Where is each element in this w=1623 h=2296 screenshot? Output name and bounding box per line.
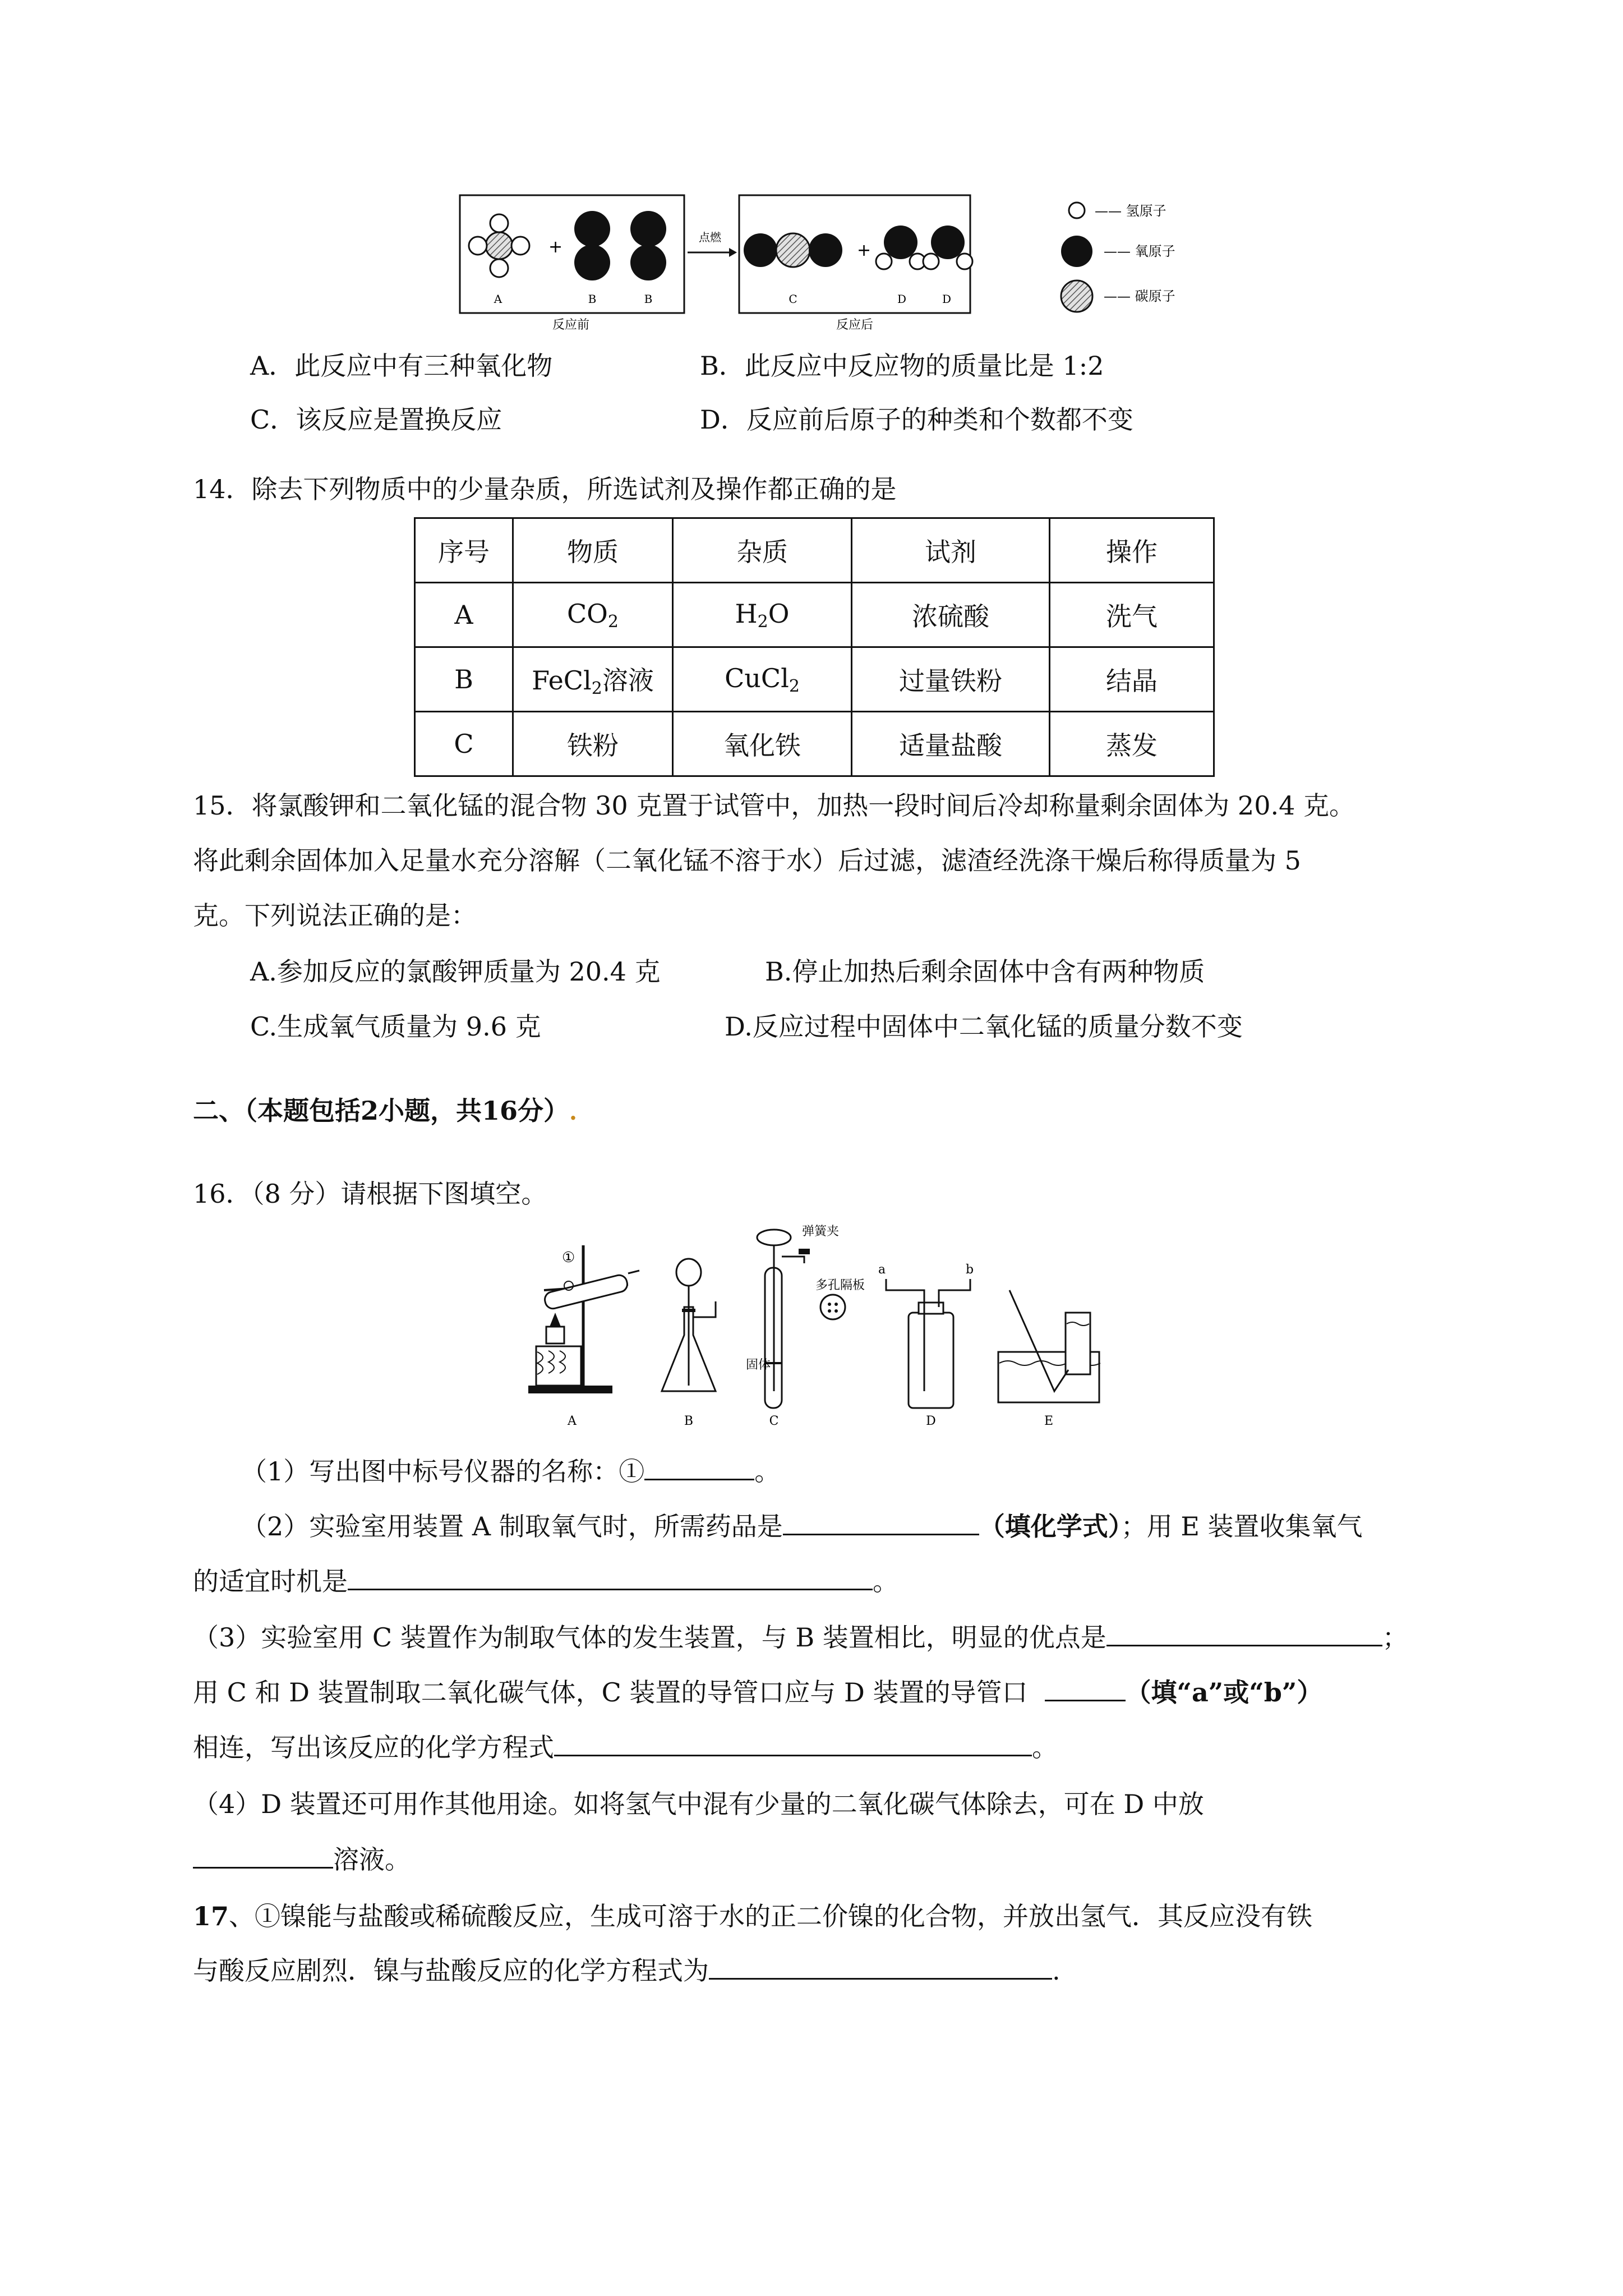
carbon-atom-icon (1061, 280, 1092, 312)
answer-blank[interactable] (783, 1509, 979, 1535)
header-cell: 操作 (1050, 518, 1214, 583)
q15-option-b: B.停止加热后剩余固体中含有两种物质 (765, 956, 1205, 987)
letter-b2: B (644, 292, 653, 306)
molecule-c-icon (744, 233, 842, 267)
answer-blank[interactable] (554, 1730, 1032, 1756)
apparatus-e-icon (998, 1290, 1100, 1402)
q16-stem: 16．（8 分）请根据下图填空。 (193, 1179, 547, 1209)
port-a: a (878, 1263, 886, 1277)
q16-part-4-line-2: 溶液。 (193, 1842, 411, 1876)
table-row (415, 712, 1214, 776)
marker-1: ① (562, 1249, 575, 1266)
svg-text:+: + (548, 237, 563, 257)
row-id: C (415, 712, 513, 776)
header-cell: 杂质 (673, 518, 852, 583)
q13-option-b: B．此反应中反应物的质量比是 1:2 (700, 351, 1104, 381)
header-cell: 物质 (513, 518, 673, 583)
row-reagent: 适量盐酸 (852, 712, 1050, 776)
caption-before: 反应前 (552, 318, 590, 332)
hydrogen-atom-icon (1069, 203, 1085, 218)
letter-a: A (568, 1414, 577, 1428)
q16-part-3-line-3: 相连，写出该反应的化学方程式 。 (193, 1730, 1058, 1764)
port-b: b (966, 1263, 974, 1277)
molecule-a-icon (469, 214, 529, 277)
legend-hydrogen: —— 氢原子 (1095, 203, 1166, 219)
row-impurity: $H_2O$ (673, 583, 852, 647)
oxygen-atom-icon (1061, 236, 1092, 267)
apparatus-d-icon (878, 1263, 974, 1408)
label-porous-plate: 多孔隔板 (815, 1278, 865, 1292)
q17-number: 17 (193, 1901, 229, 1931)
letter-b: B (684, 1414, 694, 1428)
svg-text:+: + (857, 241, 872, 260)
table-header-row (415, 518, 1214, 583)
molecule-b-icon (574, 211, 610, 280)
answer-blank[interactable] (644, 1454, 754, 1480)
q16-part-3-line-2: 用 C 和 D 装置制取二氧化碳气体，C 装置的导管口应与 D 装置的导管口 （填“a”或“b”） (193, 1675, 1322, 1709)
molecule-d-icon (923, 226, 972, 269)
letter-a: A (494, 292, 502, 306)
q16-part-4: （4）D 装置还可用作其他用途。如将氢气中混有少量的二氧化碳气体除去，可在 D 中放 (193, 1789, 1204, 1819)
answer-blank[interactable] (193, 1842, 333, 1869)
q16-part-2: （2）实验室用装置 A 制取氧气时，所需药品是 （填化学式）；用 E 装置收集氧气 (241, 1509, 1363, 1543)
q13-option-c: C．该反应是置换反应 (250, 404, 502, 435)
legend-oxygen: —— 氧原子 (1104, 243, 1175, 259)
answer-blank[interactable] (709, 1953, 1052, 1980)
row-substance: $CO_2$ (513, 583, 673, 647)
table-row (415, 583, 1214, 647)
q13-option-a: A．此反应中有三种氧化物 (250, 351, 553, 381)
stray-dot: . (569, 1099, 577, 1125)
q15-line-2: 将此剩余固体加入足量水充分溶解（二氧化锰不溶于水）后过滤，滤渣经洗涤干燥后称得质量为 5 (193, 845, 1301, 876)
q17-line-2: 与酸反应剧烈．镍与盐酸反应的化学方程式为 . (193, 1953, 1061, 1987)
letter-d2: D (942, 292, 952, 306)
row-reagent: 浓硫酸 (852, 583, 1050, 647)
q15-option-a: A.参加反应的氯酸钾质量为 20.4 克 (250, 956, 661, 987)
label-spring-clip: 弹簧夹 (802, 1225, 840, 1239)
answer-blank[interactable] (1106, 1620, 1382, 1646)
legend-carbon: —— 碳原子 (1104, 288, 1175, 304)
apparatus-a-icon (528, 1245, 639, 1393)
row-id: A (415, 583, 513, 647)
q15-line-1: 15．将氯酸钾和二氧化锰的混合物 30 克置于试管中，加热一段时间后冷却称量剩余固体为 20.4 克。 (193, 790, 1355, 821)
lab-apparatus-diagram (522, 1223, 1138, 1430)
letter-e: E (1044, 1414, 1054, 1428)
apparatus-c-icon (746, 1225, 865, 1408)
impurity-table (414, 517, 1215, 777)
q15-line-3: 克。下列说法正确的是： (193, 900, 477, 931)
q16-part-3: （3）实验室用 C 装置作为制取气体的发生装置，与 B 装置相比，明显的优点是 ； (193, 1620, 1408, 1654)
row-substance: 铁粉 (513, 712, 673, 776)
row-impurity: 氧化铁 (673, 712, 852, 776)
letter-d1: D (897, 292, 907, 306)
q15-option-d: D.反应过程中固体中二氧化锰的质量分数不变 (725, 1011, 1243, 1042)
arrow-label: 点燃 (699, 231, 721, 244)
row-substance: FeCl$_2$溶液 (513, 647, 673, 712)
molecule-d-icon (876, 226, 925, 269)
q16-part-2-line-2: 的适宜时机是 。 (193, 1564, 898, 1598)
header-cell: 序号 (415, 518, 513, 583)
caption-after: 反应后 (836, 318, 874, 332)
table-row (415, 647, 1214, 712)
row-operation: 结晶 (1050, 647, 1214, 712)
answer-blank[interactable] (348, 1564, 873, 1590)
row-reagent: 过量铁粉 (852, 647, 1050, 712)
row-operation: 洗气 (1050, 583, 1214, 647)
apparatus-b-icon (662, 1259, 716, 1391)
answer-blank[interactable] (1045, 1675, 1126, 1701)
q14-stem: 14．除去下列物质中的少量杂质，所选试剂及操作都正确的是 (193, 474, 897, 504)
section-heading: 二、（本题包括2小题，共16分）. (193, 1096, 577, 1126)
molecule-b-icon (630, 211, 666, 280)
q17-line-1: 17、①镍能与盐酸或稀硫酸反应，生成可溶于水的正二价镍的化合物，并放出氢气．其反应没有铁 (193, 1901, 1313, 1931)
label-solid: 固体 (746, 1358, 771, 1372)
letter-c: C (789, 292, 797, 306)
row-impurity: CuCl$_2$ (673, 647, 852, 712)
q15-option-c: C.生成氧气质量为 9.6 克 (250, 1011, 541, 1042)
header-cell: 试剂 (852, 518, 1050, 583)
q16-part-1: （1）写出图中标号仪器的名称：① 。 (241, 1454, 780, 1488)
letter-d: D (926, 1414, 936, 1428)
row-operation: 蒸发 (1050, 712, 1214, 776)
letter-c: C (769, 1414, 779, 1428)
q13-option-d: D．反应前后原子的种类和个数都不变 (700, 404, 1133, 435)
reaction-diagram (459, 191, 1216, 337)
row-id: B (415, 647, 513, 712)
letter-b1: B (588, 292, 597, 306)
